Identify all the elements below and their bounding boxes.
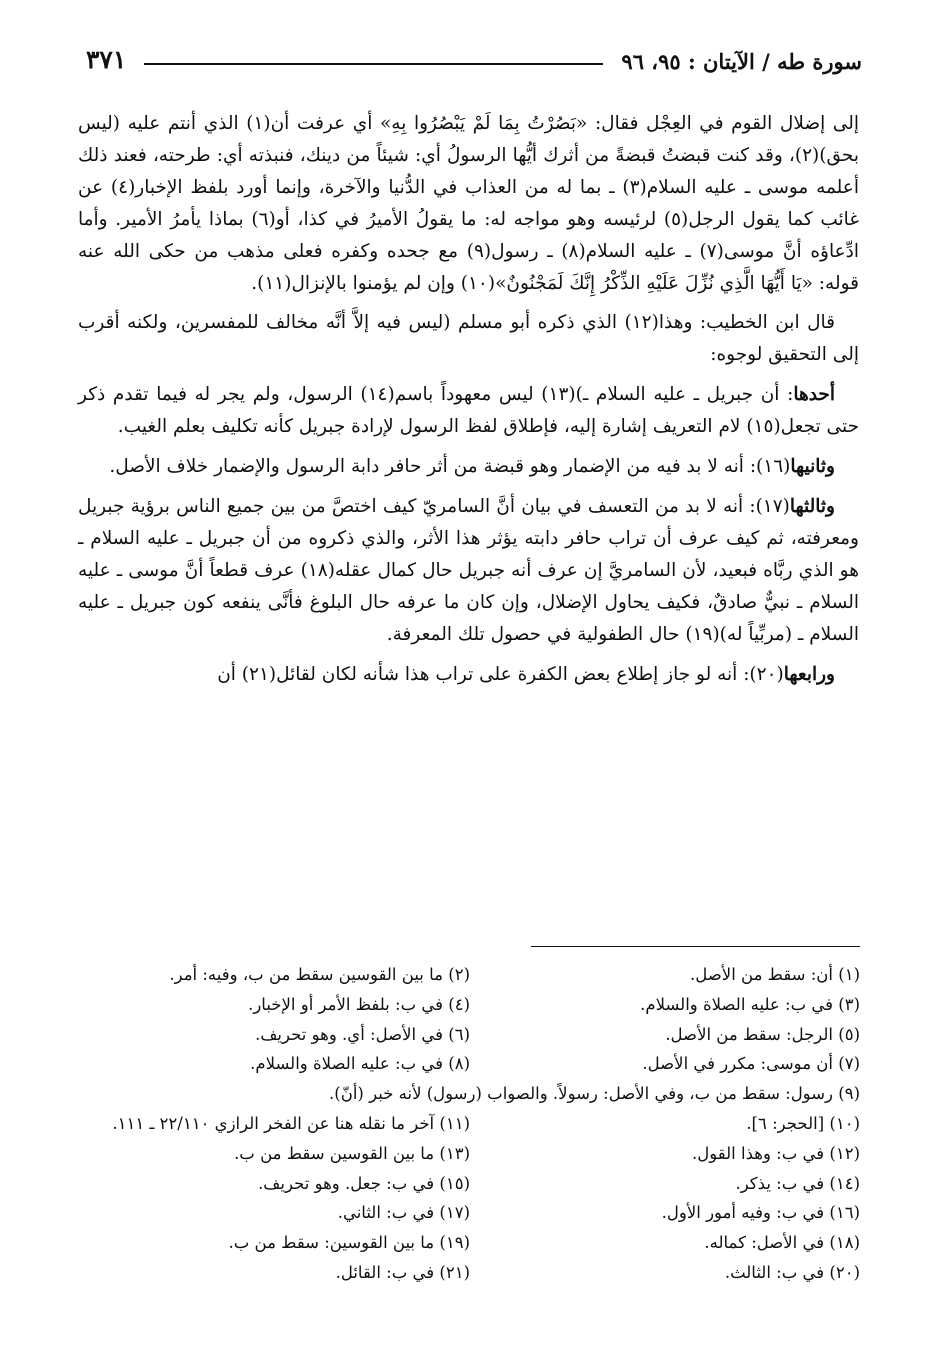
- paragraph-text: إلى إضلال القوم في العِجْل فقال: «بَصُرْتُ بِمَا لَمْ يَبْصُرُوا بِهِ» أي عرفت أن(١) الذي أنتم عليه (ليس بحق)(٢)، وقد كنت قبضتُ قبضةً من أثرك أيُّها الرسولُ أي: شيئاً من دينك، فنبذته أي: طرحته، فعند ذلك أعلمه موسى ـ عليه السلام(٣) ـ بما له من العذاب في الدُّنيا والآخرة، وإنما أورد بلفظ الإخبار(٤) عن غائب كما يقول الرجل(٥) لرئيسه وهو مواجه له: ما يقولُ الأميرُ في كذا، أو(٦) بماذا يأمرُ الأمير. وأما ادِّعاؤه أنَّ موسى(٧) ـ عليه السلام(٨) ـ رسول(٩) مع جحده وكفره فعلى مذهب من حكى الله عنه قوله: «يَا أَيُّهَا الَّذِي نُزِّلَ عَلَيْهِ الذِّكْرُ إِنَّكَ لَمَجْنُونٌ»(١٠) وإن لم يؤمنوا بالإنزال(١١).: [78, 113, 860, 294]
- footnote-18: (١٨) في الأصل: كماله.: [704, 1233, 860, 1253]
- footnote-6: (٦) في الأصل: أي. وهو تحريف.: [255, 1024, 470, 1044]
- footnote-5: (٥) الرجل: سقط من الأصل.: [665, 1024, 860, 1044]
- footnote-15: (١٥) في ب: جعل. وهو تحريف.: [258, 1173, 470, 1193]
- footnote-12: (١٢) في ب: وهذا القول.: [692, 1143, 860, 1163]
- page-header: [86, 34, 862, 74]
- paragraph-lead: وثالثها: [789, 495, 835, 517]
- footnotes: [80, 960, 860, 1288]
- footnote-14: (١٤) في ب: يذكر.: [735, 1173, 860, 1193]
- footnote-row: [80, 1020, 860, 1050]
- footnote-row: [80, 1198, 860, 1228]
- running-header-title: سورة طه / الآيتان : ٩٥، ٩٦: [621, 49, 862, 74]
- footnote-row: [80, 1228, 860, 1258]
- footnote-1: (١) أن: سقط من الأصل.: [690, 965, 860, 984]
- main-text: [78, 108, 859, 698]
- paragraph-3: [78, 379, 859, 443]
- footnote-row: [80, 960, 860, 990]
- paragraph-text: : أن جبريل ـ عليه السلام ـ)(١٣) ليس معهوداً باسم(١٤) الرسول، ولم يجر له فيما تقدم ذكر حتى تجعل(١٥) لام التعريف إشارة إليه، فإطلاق لفظ الرسول لإرادة جبريل كأنه تكليف بعلم الغيب.: [78, 384, 859, 438]
- footnote-17: (١٧) في ب: الثاني.: [337, 1203, 470, 1223]
- footnote-row: [80, 1169, 860, 1199]
- paragraph-text: (٢٠): أنه لو جاز إطلاع بعض الكفرة على تراب هذا شأنه لكان لقائل(٢١) أن: [217, 663, 784, 685]
- footnote-19: (١٩) ما بين القوسين: سقط من ب.: [228, 1233, 470, 1253]
- footnote-8: (٨) في ب: عليه الصلاة والسلام.: [250, 1054, 470, 1074]
- paragraph-lead: أحدها: [793, 384, 835, 406]
- paragraph-1: [78, 108, 859, 299]
- footnote-16: (١٦) في ب: وفيه أمور الأول.: [661, 1203, 860, 1223]
- paragraph-text: قال ابن الخطيب: وهذا(١٢) الذي ذكره أبو مسلم (ليس فيه إلاَّ أنَّه مخالف للمفسرين، ولكنه أقرب إلى التحقيق لوجوه:: [78, 312, 859, 366]
- footnote-separator: [531, 946, 860, 947]
- footnote-11: (١١) آخر ما نقله هنا عن الفخر الرازي ٢٢/١١٠ ـ ١١١.: [112, 1113, 470, 1133]
- footnote-21: (٢١) في ب: القائل.: [335, 1262, 470, 1282]
- paragraph-lead: وثانيها: [790, 456, 835, 478]
- footnote-10: (١٠) [الحجر: ٦].: [746, 1113, 860, 1133]
- header-rule: [144, 63, 603, 65]
- footnote-row: [80, 1139, 860, 1169]
- paragraph-6: [78, 659, 859, 691]
- page-number: ٣٧١: [86, 45, 127, 74]
- footnote-9: (٩) رسول: سقط من ب، وفي الأصل: رسولاً. والصواب (رسول) لأنه خبر (أنّ).: [329, 1084, 860, 1104]
- footnote-row: [80, 1109, 860, 1139]
- footnote-2: (٢) ما بين القوسين سقط من ب، وفيه: أمر.: [169, 965, 470, 984]
- footnote-7: (٧) أن موسى: مكرر في الأصل.: [642, 1054, 860, 1074]
- footnote-row: [80, 990, 860, 1020]
- paragraph-5: [78, 491, 859, 651]
- footnote-3: (٣) في ب: عليه الصلاة والسلام.: [640, 994, 860, 1014]
- footnote-20: (٢٠) في ب: الثالث.: [724, 1262, 860, 1282]
- paragraph-text: (١٧): أنه لا بد من التعسف في بيان أنَّ السامريّ كيف اختصَّ من بين جميع الناس برؤية جبريل ومعرفته، ثم كيف عرف أن تراب حافر دابته يؤثر هذا الأثر، والذي ذكروه من أن جبريل ـ عليه السلام ـ هو الذي ربَّاه فبعيد، لأن السامريَّ إن عرف أنه جبريل حال كمال عقله(١٨) عرف قطعاً أنَّ موسى ـ عليه السلام ـ نبيٌّ صادقٌ، فكيف يحاول الإضلال، وإن كان ما عرفه حال البلوغ فأنَّى ينفعه كون جبريل ـ عليه السلام ـ (مربِّياً له)(١٩) حال الطفولية في حصول تلك المعرفة.: [78, 495, 859, 645]
- footnote-13: (١٣) ما بين القوسين سقط من ب.: [234, 1143, 470, 1163]
- paragraph-lead: ورابعها: [783, 663, 835, 685]
- paragraph-4: [78, 451, 859, 483]
- footnote-row: [80, 1258, 860, 1288]
- paragraph-2: [78, 307, 859, 371]
- paragraph-text: (١٦): أنه لا بد فيه من الإضمار وهو قبضة من أثر حافر دابة الرسول والإضمار خلاف الأصل.: [109, 456, 791, 478]
- footnote-4: (٤) في ب: بلفظ الأمر أو الإخبار.: [248, 994, 470, 1014]
- footnote-row: [80, 1049, 860, 1079]
- footnote-row: [80, 1079, 860, 1109]
